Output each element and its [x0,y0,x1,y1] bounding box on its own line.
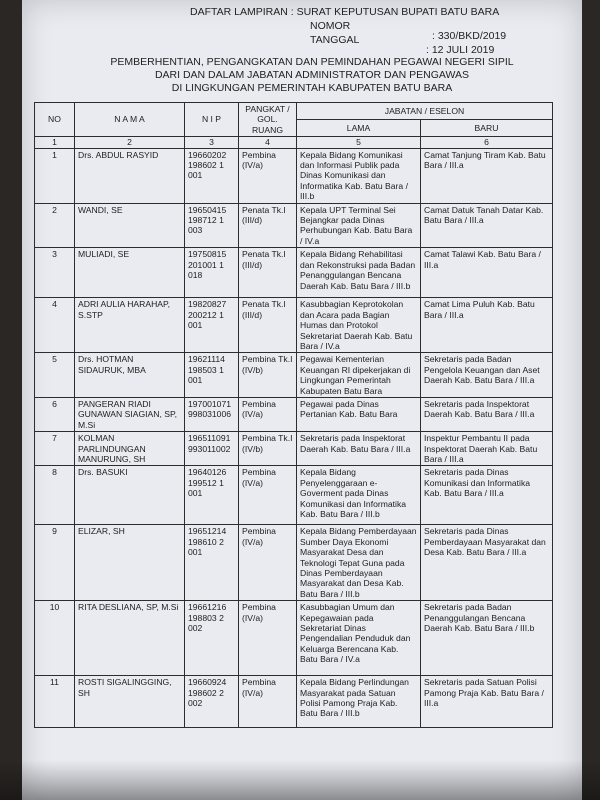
column-index: 6 [421,137,553,148]
cell-pangkat: Pembina (IV/a) [239,525,297,601]
cell-nip: 197001071 998031006 [185,397,239,431]
cell-nama: WANDI, SE [75,203,185,248]
table-row [35,203,553,248]
cell-lama: Sekretaris pada Inspektorat Daerah Kab. Batu Bara / III.a [297,432,421,466]
label-surat-keputusan: SURAT KEPUTUSAN BUPATI BATU BARA [296,6,500,18]
cell-no: 6 [35,397,75,431]
bottom-shadow [0,760,600,800]
cell-lama: Kepala Bidang Komunikasi dan Informasi Publik pada Dinas Komunikasi dan Informatika Kab. Batu Bara / III.b [297,148,421,203]
header-nip: N I P [185,103,239,137]
cell-nip: 19660202 198602 1 001 [185,148,239,203]
cell-pangkat: Penata Tk.I (III/d) [239,298,297,353]
cell-pangkat: Penata Tk.I (III/d) [239,248,297,298]
table-row [35,298,553,353]
table-row [35,148,553,203]
nomor-value: : 330/BKD/2019 [432,30,507,42]
cell-lama: Kepala UPT Terminal Sei Bejangkar pada Dinas Perhubungan Kab. Batu Bara / IV.a [297,203,421,248]
cell-baru: Sekretaris pada Dinas Komunikasi dan Informatika Kab. Batu Bara / III.a [421,466,553,525]
cell-nama: ADRI AULIA HARAHAP, S.STP [75,298,185,353]
cell-nip: 19640126 199512 1 001 [185,466,239,525]
table-row [35,353,553,398]
cell-nip: 196511091 993011002 [185,432,239,466]
cell-nip: 19661216 198803 2 002 [185,601,239,676]
label-tanggal: TANGGAL [310,34,360,46]
cell-lama: Pegawai pada Dinas Pertanian Kab. Batu Bara [297,397,421,431]
cell-no: 5 [35,353,75,398]
column-index: 2 [75,137,185,148]
cell-baru: Sekretaris pada Inspektorat Daerah Kab. Batu Bara / III.a [421,397,553,431]
header-no: NO [35,103,75,137]
cell-nama: Drs. ABDUL RASYID [75,148,185,203]
cell-nama: RITA DESLIANA, SP, M.Si [75,601,185,676]
table-row [35,248,553,298]
tanggal-value: : 12 JULI 2019 [426,44,495,56]
cell-no: 4 [35,298,75,353]
header-nama: N A M A [75,103,185,137]
subject-line-2: DARI DAN DALAM JABATAN ADMINISTRATOR DAN PENGAWAS [154,69,470,81]
column-index: 1 [35,137,75,148]
column-index: 4 [239,137,297,148]
cell-pangkat: Pembina Tk.I (IV/b) [239,353,297,398]
table-body [35,148,553,728]
cell-nama: ROSTI SIGALINGGING, SH [75,676,185,728]
cell-no: 8 [35,466,75,525]
header-jabatan: JABATAN / ESELON [297,103,553,120]
cell-pangkat: Penata Tk.I (III/d) [239,203,297,248]
cell-no: 11 [35,676,75,728]
cell-lama: Kepala Bidang Rehabilitasi dan Rekonstruksi pada Badan Penanggulangan Bencana Daerah Kab. Batu Bara / III.b [297,248,421,298]
cell-nip: 19651214 198610 2 001 [185,525,239,601]
subject-line-3: DI LINGKUNGAN PEMERINTAH KABUPATEN BATU BARA [171,82,453,94]
cell-nama: PANGERAN RIADI GUNAWAN SIAGIAN, SP, M.Si [75,397,185,431]
column-index: 3 [185,137,239,148]
cell-nama: Drs. BASUKI [75,466,185,525]
cell-baru: Sekretaris pada Badan Penanggulangan Bencana Daerah Kab. Batu Bara / III.b [421,601,553,676]
table-row [35,397,553,431]
cell-nip: 19650415 198712 1 003 [185,203,239,248]
table-row [35,525,553,601]
cell-no: 1 [35,148,75,203]
cell-no: 3 [35,248,75,298]
cell-baru: Sekretaris pada Badan Pengelola Keuangan dan Aset Daerah Kab. Batu Bara / III.a [421,353,553,398]
cell-no: 2 [35,203,75,248]
cell-pangkat: Pembina (IV/a) [239,466,297,525]
subject-line-1: PEMBERHENTIAN, PENGANGKATAN DAN PEMINDAHAN PEGAWAI NEGERI SIPIL [110,56,514,68]
cell-no: 10 [35,601,75,676]
document-subject [62,56,562,95]
cell-baru: Sekretaris pada Satuan Polisi Pamong Praja Kab. Batu Bara / III.a [421,676,553,728]
cell-baru: Camat Tanjung Tiram Kab. Batu Bara / III.a [421,148,553,203]
table-row [35,432,553,466]
cell-lama: Kasubbagian Keprotokolan dan Acara pada Bagian Humas dan Protokol Sekretariat Daerah Kab. Batu Bara / IV.a [297,298,421,353]
cell-nama: MULIADI, SE [75,248,185,298]
cell-baru: Camat Talawi Kab. Batu Bara / III.a [421,248,553,298]
personnel-table [34,102,553,728]
cell-lama: Kepala Bidang Pemberdayaan Sumber Daya Ekonomi Masyarakat Desa dan Teknologi Tepat Guna pada Dinas Pemberdayaan Masyarakat dan Desa Kab. Batu Bara / III.b [297,525,421,601]
column-index: 5 [297,137,421,148]
header-baru: BARU [421,120,553,137]
cell-lama: Kepala Bidang Penyelenggaraan e-Goverment pada Dinas Komunikasi dan Informatika Kab. Batu Bara / III.b [297,466,421,525]
cell-nip: 19820827 200212 1 001 [185,298,239,353]
label-nomor: NOMOR [310,20,351,32]
cell-baru: Camat Lima Puluh Kab. Batu Bara / III.a [421,298,553,353]
cell-lama: Kepala Bidang Perlindungan Masyarakat pada Satuan Polisi Pamong Praja Kab. Batu Bara / III.b [297,676,421,728]
cell-nip: 19621114 198503 1 001 [185,353,239,398]
cell-pangkat: Pembina (IV/a) [239,601,297,676]
cell-pangkat: Pembina Tk.I (IV/b) [239,432,297,466]
cell-baru: Sekretaris pada Dinas Pemberdayaan Masyarakat dan Desa Kab. Batu Bara / III.a [421,525,553,601]
table-row [35,466,553,525]
cell-nama: ELIZAR, SH [75,525,185,601]
cell-pangkat: Pembina (IV/a) [239,148,297,203]
table-row [35,601,553,676]
header-lama: LAMA [297,120,421,137]
cell-no: 9 [35,525,75,601]
cell-nip: 19750815 201001 1 018 [185,248,239,298]
label-daftar-lampiran: DAFTAR LAMPIRAN : [190,6,294,18]
cell-lama: Kasubbagian Umum dan Kepegawaian pada Sekretariat Dinas Pengendalian Penduduk dan Keluarga Berencana Kab. Batu Bara / IV.a [297,601,421,676]
cell-nama: KOLMAN PARLINDUNGAN MANURUNG, SH [75,432,185,466]
cell-no: 7 [35,432,75,466]
cell-lama: Pegawai Kementerian Keuangan RI dipekerjakan di Lingkungan Pemerintah Kabupaten Batu Bara [297,353,421,398]
cell-pangkat: Pembina (IV/a) [239,676,297,728]
cell-baru: Camat Datuk Tanah Datar Kab. Batu Bara / III.a [421,203,553,248]
column-index-row [35,137,553,148]
header-pangkat: PANGKAT / GOL. RUANG [239,103,297,137]
cell-baru: Inspektur Pembantu II pada Inspektorat Daerah Kab. Batu Bara / III.a [421,432,553,466]
table-row [35,676,553,728]
cell-nama: Drs. HOTMAN SIDAURUK, MBA [75,353,185,398]
cell-nip: 19660924 198602 2 002 [185,676,239,728]
cell-pangkat: Pembina (IV/a) [239,397,297,431]
